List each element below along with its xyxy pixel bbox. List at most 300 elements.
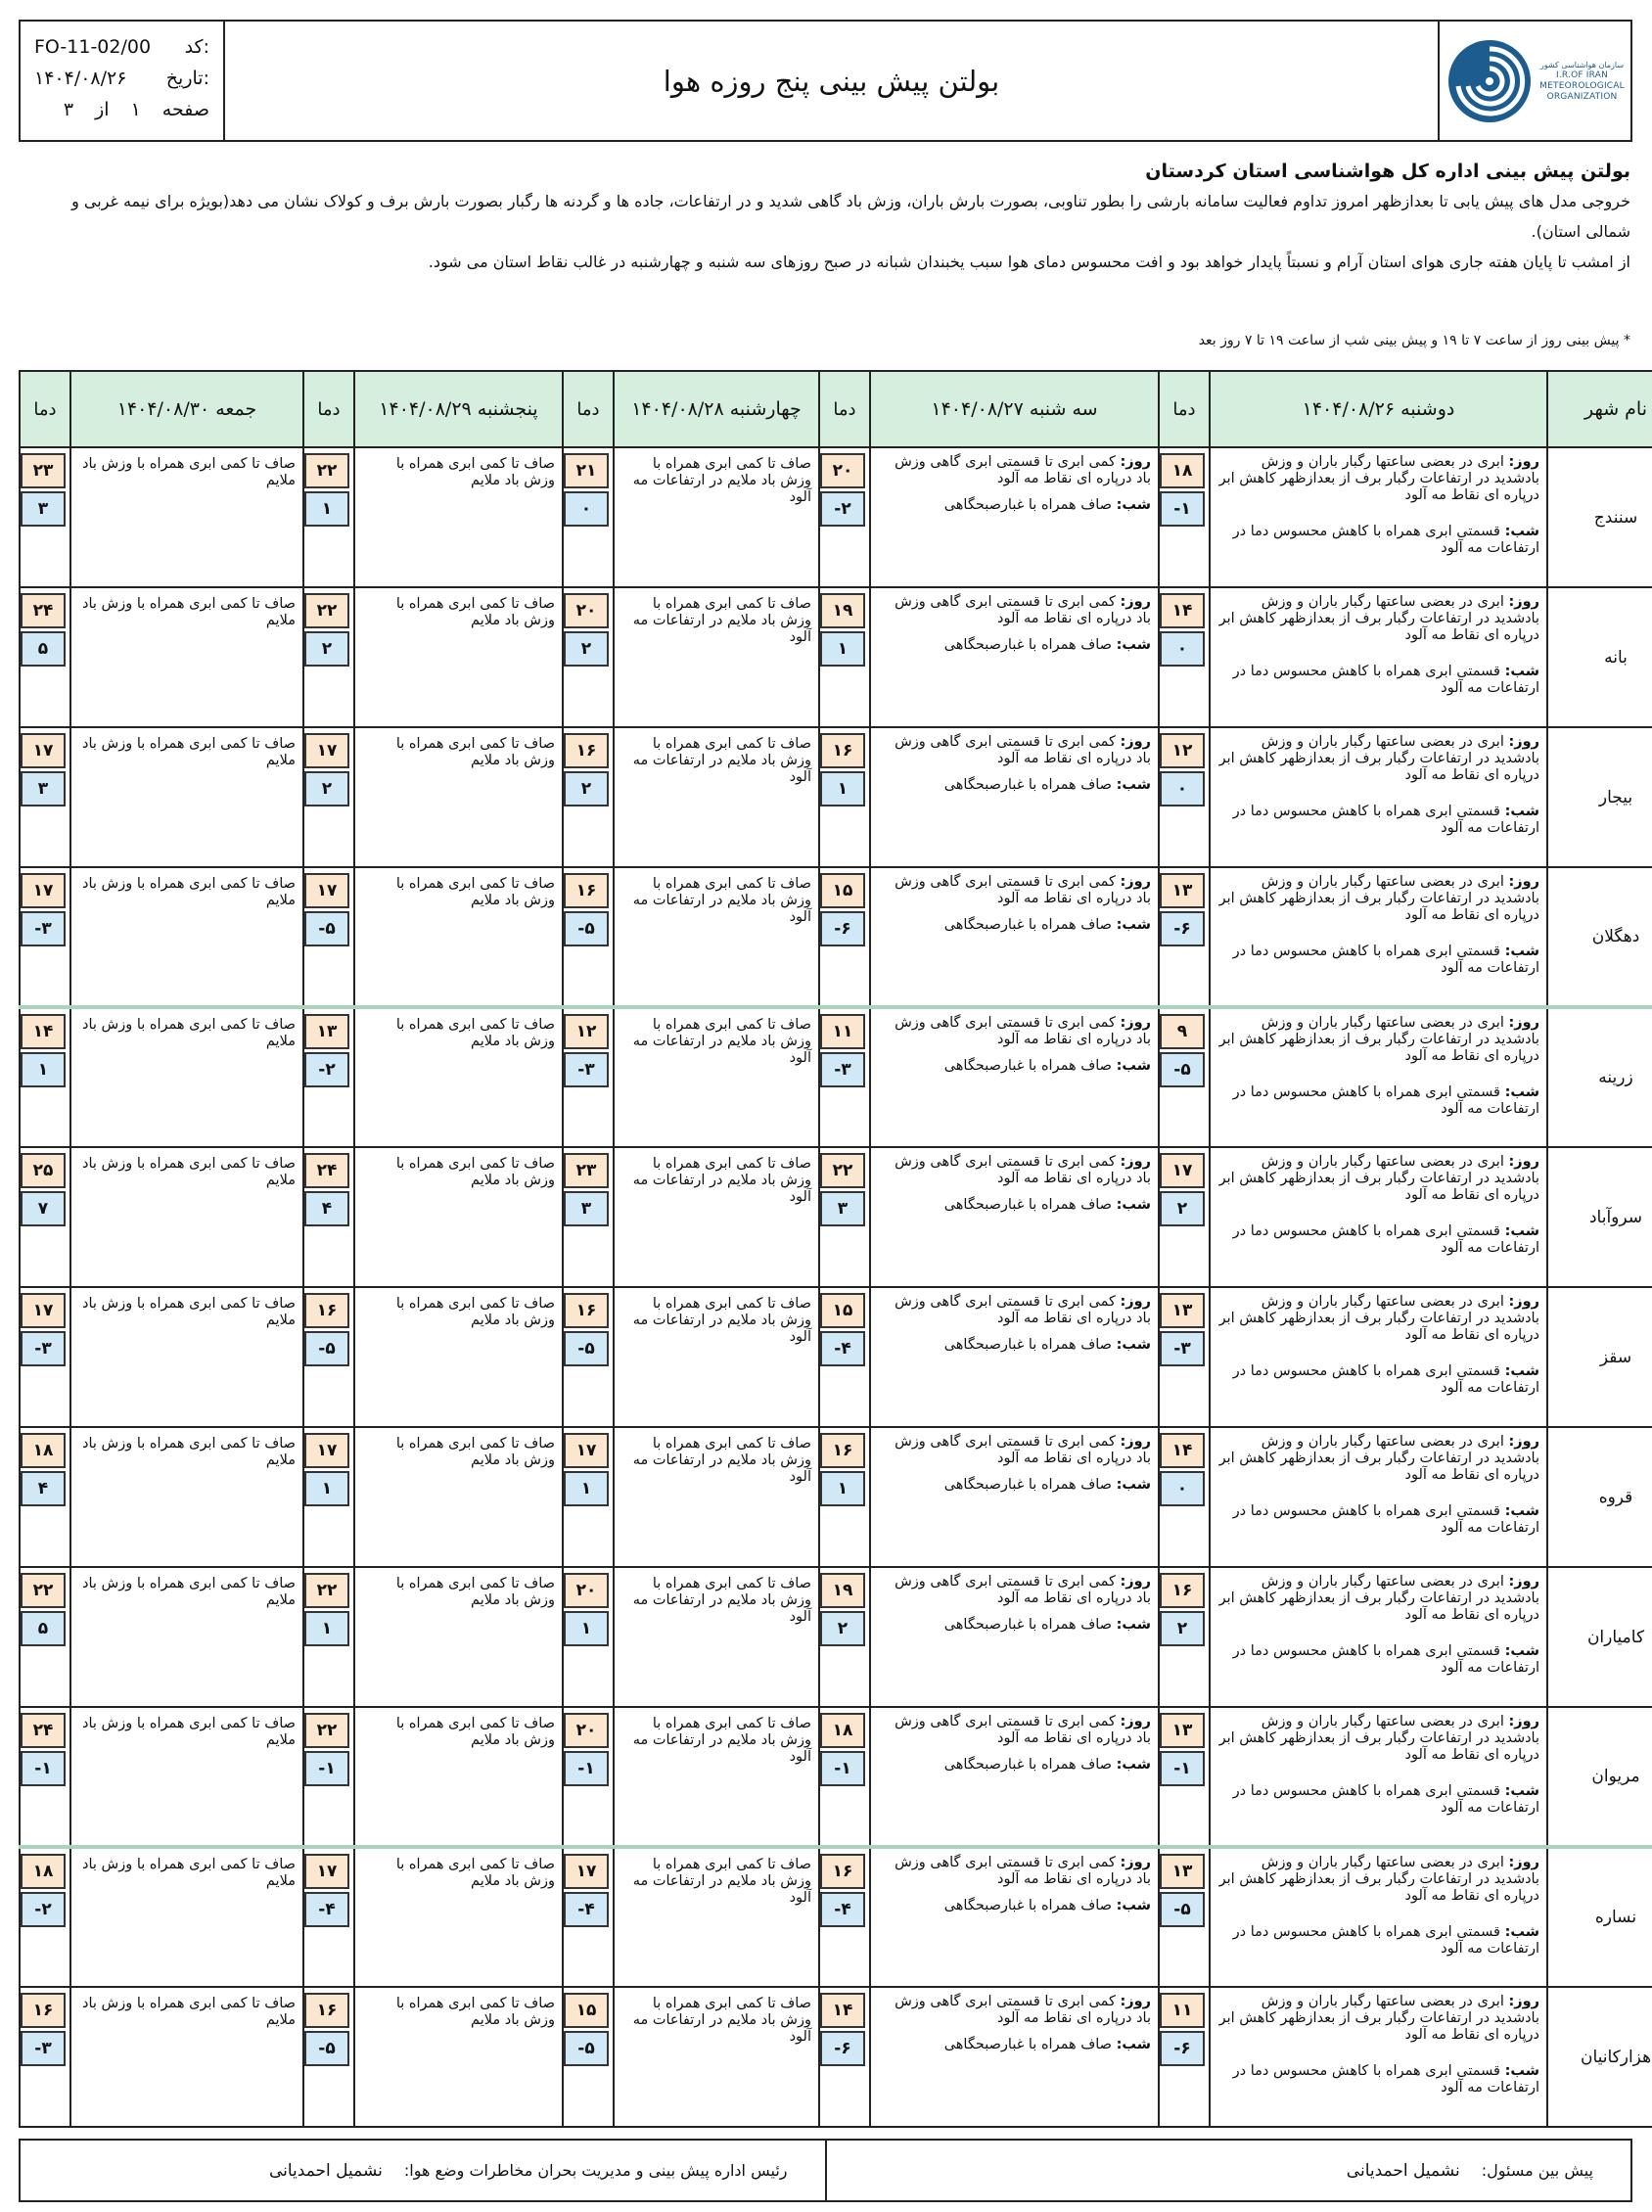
temperature-cell — [1159, 1567, 1210, 1707]
night-label: شب: — [1504, 2063, 1539, 2079]
night-forecast-text: قسمتی ابری همراه با کاهش محسوس دما در ارتفاعات مه آلود — [1232, 944, 1539, 976]
day-forecast-text: ابری در بعضی ساعتها رگبار باران و وزش بادشدید در ارتفاعات رگبار برف از بعدازظهر کاهش ابر درپاره ای نقاط مه آلود — [1218, 1294, 1539, 1343]
temperature-cell — [819, 587, 870, 727]
temperature-cell — [1159, 867, 1210, 1007]
day-label: روز: — [1120, 1154, 1151, 1170]
forecast-description — [354, 1567, 563, 1707]
min-temperature: ۳ — [564, 1191, 609, 1226]
night-forecast — [1216, 1643, 1539, 1677]
min-temperature: -۵ — [304, 911, 349, 946]
temperature-cell — [303, 1567, 354, 1707]
day-forecast-text: کمی ابری تا قسمتی ابری گاهی وزش باد درپاره ای نقاط مه آلود — [895, 594, 1151, 626]
table-row — [20, 1987, 1652, 2127]
forecast-description — [614, 1987, 819, 2127]
forecast-text: صاف تا کمی ابری همراه با وزش باد ملایم — [82, 1436, 296, 1468]
day-label: روز: — [1508, 1434, 1539, 1450]
day-forecast-text: کمی ابری تا قسمتی ابری گاهی وزش باد درپاره ای نقاط مه آلود — [895, 874, 1151, 906]
night-forecast — [877, 1058, 1151, 1075]
day-forecast — [877, 454, 1151, 487]
day-forecast — [877, 734, 1151, 767]
max-temperature: ۱۳ — [1160, 873, 1205, 908]
max-temperature: ۱۲ — [564, 1014, 609, 1049]
min-temperature: -۵ — [304, 1331, 349, 1366]
max-temperature: ۱۳ — [1160, 1293, 1205, 1328]
min-temperature: ۰ — [1160, 771, 1205, 806]
forecast-description — [70, 727, 303, 867]
day-forecast-text: ابری در بعضی ساعتها رگبار باران و وزش بادشدید در ارتفاعات رگبار برف از بعدازظهر کاهش ابر درپاره ای نقاط مه آلود — [1218, 1015, 1539, 1064]
night-label: شب: — [1504, 524, 1539, 539]
day-label: روز: — [1120, 874, 1151, 890]
day-forecast-text: کمی ابری تا قسمتی ابری گاهی وزش باد درپاره ای نقاط مه آلود — [895, 1994, 1151, 2026]
temperature-cell — [819, 1427, 870, 1567]
temperature-cell — [303, 1847, 354, 1987]
temp-column-header: دما — [563, 371, 614, 447]
night-label: شب: — [1504, 1924, 1539, 1940]
forecast-description — [70, 1427, 303, 1567]
city-name: قروه — [1547, 1427, 1652, 1567]
max-temperature: ۱۶ — [304, 1293, 349, 1328]
day-forecast — [877, 1294, 1151, 1327]
forecast-text: صاف تا کمی ابری همراه با وزش باد ملایم در ارتفاعات مه آلود — [632, 1296, 811, 1345]
day-column-header: جمعه ۱۴۰۴/۰۸/۳۰ — [70, 371, 303, 447]
temperature-cell — [819, 1007, 870, 1147]
min-temperature: -۱ — [820, 1751, 865, 1786]
forecast-text: صاف تا کمی ابری همراه با وزش باد ملایم — [82, 1296, 296, 1328]
forecast-text: صاف تا کمی ابری همراه با وزش باد ملایم — [82, 1576, 296, 1608]
forecaster-signature — [827, 2141, 1631, 2200]
max-temperature: ۱۹ — [820, 593, 865, 628]
max-temperature: ۲۰ — [564, 1573, 609, 1608]
forecast-description — [1210, 1427, 1547, 1567]
temperature-cell — [563, 1007, 614, 1147]
day-forecast-text: ابری در بعضی ساعتها رگبار باران و وزش بادشدید در ارتفاعات رگبار برف از بعدازظهر کاهش ابر درپاره ای نقاط مه آلود — [1218, 1434, 1539, 1483]
max-temperature: ۲۲ — [304, 453, 349, 488]
max-temperature: ۱۷ — [304, 1433, 349, 1468]
city-name: هزارکانیان — [1547, 1987, 1652, 2127]
max-temperature: ۲۳ — [564, 1153, 609, 1188]
day-label: روز: — [1508, 1015, 1539, 1031]
chief-name: نشمیل احمدیانی — [268, 2160, 383, 2181]
day-label: روز: — [1508, 874, 1539, 890]
forecast-text: صاف تا کمی ابری همراه با وزش باد ملایم — [395, 1996, 555, 2028]
temperature-cell — [1159, 1707, 1210, 1847]
forecast-description — [70, 867, 303, 1007]
day-label: روز: — [1508, 454, 1539, 470]
temp-column-header: دما — [20, 371, 70, 447]
min-temperature: -۵ — [1160, 1052, 1205, 1087]
document-meta — [21, 22, 225, 140]
temperature-cell — [1159, 1287, 1210, 1427]
min-temperature: ۲ — [564, 771, 609, 806]
day-forecast — [877, 1015, 1151, 1048]
forecast-description — [1210, 1007, 1547, 1147]
forecast-description — [870, 1987, 1159, 2127]
max-temperature: ۱۶ — [304, 1993, 349, 2028]
forecast-description — [354, 447, 563, 587]
temperature-cell — [563, 1847, 614, 1987]
min-temperature: -۶ — [820, 911, 865, 946]
min-temperature: ۲ — [304, 631, 349, 667]
max-temperature: ۱۵ — [564, 1993, 609, 2028]
temperature-cell — [819, 1147, 870, 1287]
code-row — [34, 31, 209, 63]
table-row — [20, 447, 1652, 587]
temperature-cell — [303, 1707, 354, 1847]
max-temperature: ۲۲ — [304, 593, 349, 628]
day-forecast — [1216, 594, 1539, 644]
night-forecast — [1216, 1503, 1539, 1537]
night-forecast-text: قسمتی ابری همراه با کاهش محسوس دما در ارتفاعات مه آلود — [1232, 2063, 1539, 2096]
min-temperature: -۲ — [21, 1892, 66, 1927]
day-label: روز: — [1508, 1994, 1539, 2009]
min-temperature: -۴ — [820, 1892, 865, 1927]
day-label: روز: — [1120, 594, 1151, 610]
day-forecast — [1216, 1294, 1539, 1344]
max-temperature: ۲۴ — [304, 1153, 349, 1188]
day-column-header: دوشنبه ۱۴۰۴/۰۸/۲۶ — [1210, 371, 1547, 447]
forecast-text: صاف تا کمی ابری همراه با وزش باد ملایم — [82, 876, 296, 908]
min-temperature: ۱ — [820, 771, 865, 806]
forecast-description — [70, 1567, 303, 1707]
min-temperature: ۳ — [820, 1191, 865, 1226]
night-forecast-text: قسمتی ابری همراه با کاهش محسوس دما در ارتفاعات مه آلود — [1232, 1503, 1539, 1536]
forecast-text: صاف تا کمی ابری همراه با وزش باد ملایم — [395, 456, 555, 488]
forecast-text: صاف تا کمی ابری همراه با وزش باد ملایم — [82, 1716, 296, 1748]
temperature-cell — [303, 1007, 354, 1147]
night-label: شب: — [1504, 664, 1539, 679]
day-column-header: چهارشنبه ۱۴۰۴/۰۸/۲۸ — [614, 371, 819, 447]
forecast-text: صاف تا کمی ابری همراه با وزش باد ملایم — [395, 1296, 555, 1328]
temperature-cell — [20, 447, 70, 587]
day-forecast-text: ابری در بعضی ساعتها رگبار باران و وزش بادشدید در ارتفاعات رگبار برف از بعدازظهر کاهش ابر درپاره ای نقاط مه آلود — [1218, 1574, 1539, 1623]
date-row — [34, 63, 209, 94]
min-temperature: ۱ — [304, 491, 349, 527]
night-label: شب: — [1504, 1363, 1539, 1379]
city-name: بیجار — [1547, 727, 1652, 867]
day-label: روز: — [1508, 1714, 1539, 1729]
temperature-cell — [563, 1987, 614, 2127]
min-temperature: -۳ — [21, 1331, 66, 1366]
forecaster-label: پیش بین مسئول: — [1481, 2161, 1593, 2180]
forecast-description — [70, 1287, 303, 1427]
forecast-text: صاف تا کمی ابری همراه با وزش باد ملایم در ارتفاعات مه آلود — [632, 1436, 811, 1485]
day-label: روز: — [1120, 1015, 1151, 1031]
day-forecast-text: کمی ابری تا قسمتی ابری گاهی وزش باد درپاره ای نقاط مه آلود — [895, 1294, 1151, 1326]
night-forecast-text: صاف همراه با غبارصبحگاهی — [943, 1757, 1112, 1773]
max-temperature: ۱۷ — [304, 1854, 349, 1889]
max-temperature: ۲۳ — [21, 453, 66, 488]
day-forecast — [1216, 734, 1539, 784]
meteorological-organization-logo — [1438, 22, 1630, 140]
night-forecast-text: صاف همراه با غبارصبحگاهی — [943, 1898, 1112, 1913]
min-temperature: ۵ — [21, 1611, 66, 1646]
forecast-description — [1210, 1847, 1547, 1987]
max-temperature: ۱۸ — [1160, 453, 1205, 488]
night-forecast-text: قسمتی ابری همراه با کاهش محسوس دما در ارتفاعات مه آلود — [1232, 1783, 1539, 1816]
forecast-text: صاف تا کمی ابری همراه با وزش باد ملایم — [82, 596, 296, 628]
max-temperature: ۱۶ — [21, 1993, 66, 2028]
logo-org-line2: METEOROLOGICAL — [1539, 80, 1625, 91]
max-temperature: ۲۲ — [820, 1153, 865, 1188]
table-row — [20, 867, 1652, 1007]
intro-paragraph-1: خروجی مدل های پیش یابی تا بعدازظهر امروز تداوم فعالیت سامانه بارشی را بطور تناوبی، بصورت بارش باران، وزش باد گاهی شدید و در ارتفاعات، جاده ها و گردنه ها رگبار بصورت بارش برف و کولاک نشان می دهد(بویژه برای نیمه غربی و شمالی استان). — [71, 192, 1630, 241]
temperature-cell — [563, 867, 614, 1007]
forecast-description — [614, 727, 819, 867]
max-temperature: ۱۳ — [1160, 1854, 1205, 1889]
max-temperature: ۲۰ — [564, 593, 609, 628]
day-forecast — [1216, 1855, 1539, 1905]
max-temperature: ۱۸ — [21, 1854, 66, 1889]
day-column-header: سه شنبه ۱۴۰۴/۰۸/۲۷ — [870, 371, 1159, 447]
night-forecast-text: قسمتی ابری همراه با کاهش محسوس دما در ارتفاعات مه آلود — [1232, 1643, 1539, 1676]
day-forecast — [877, 874, 1151, 907]
temperature-cell — [20, 587, 70, 727]
night-forecast-text: صاف همراه با غبارصبحگاهی — [943, 1617, 1112, 1633]
bulletin-footer — [19, 2139, 1632, 2202]
max-temperature: ۱۶ — [820, 1433, 865, 1468]
forecast-text: صاف تا کمی ابری همراه با وزش باد ملایم در ارتفاعات مه آلود — [632, 1857, 811, 1906]
min-temperature: -۵ — [1160, 1892, 1205, 1927]
day-forecast-text: کمی ابری تا قسمتی ابری گاهی وزش باد درپاره ای نقاط مه آلود — [895, 454, 1151, 486]
day-forecast-text: ابری در بعضی ساعتها رگبار باران و وزش بادشدید در ارتفاعات رگبار برف از بعدازظهر کاهش ابر درپاره ای نقاط مه آلود — [1218, 1855, 1539, 1904]
temperature-cell — [1159, 1007, 1210, 1147]
table-row — [20, 1847, 1652, 1987]
night-forecast — [1216, 804, 1539, 837]
night-forecast — [1216, 1084, 1539, 1118]
day-forecast-text: کمی ابری تا قسمتی ابری گاهی وزش باد درپاره ای نقاط مه آلود — [895, 1855, 1151, 1887]
night-forecast-text: قسمتی ابری همراه با کاهش محسوس دما در ارتفاعات مه آلود — [1232, 664, 1539, 696]
page-total: ۳ — [63, 99, 74, 120]
table-row — [20, 1567, 1652, 1707]
max-temperature: ۱۶ — [564, 733, 609, 768]
min-temperature: -۳ — [1160, 1331, 1205, 1366]
min-temperature: -۱ — [564, 1751, 609, 1786]
night-forecast-text: قسمتی ابری همراه با کاهش محسوس دما در ارتفاعات مه آلود — [1232, 1924, 1539, 1957]
forecast-text: صاف تا کمی ابری همراه با وزش باد ملایم — [82, 1857, 296, 1889]
forecast-description — [870, 1007, 1159, 1147]
forecast-description — [354, 1427, 563, 1567]
forecast-description — [1210, 727, 1547, 867]
min-temperature: -۳ — [21, 2031, 66, 2066]
day-forecast — [877, 1855, 1151, 1888]
logo-org-line1: I.R.OF IRAN — [1555, 69, 1609, 80]
night-label: شب: — [1116, 1058, 1151, 1074]
temperature-cell — [1159, 1427, 1210, 1567]
forecast-description — [70, 1707, 303, 1847]
max-temperature: ۱۵ — [820, 1293, 865, 1328]
day-forecast — [1216, 1434, 1539, 1484]
forecast-description — [614, 1427, 819, 1567]
temperature-cell — [1159, 587, 1210, 727]
night-label: شب: — [1504, 1783, 1539, 1799]
temperature-cell — [1159, 1147, 1210, 1287]
day-label: روز: — [1120, 454, 1151, 470]
night-forecast — [877, 637, 1151, 654]
forecast-text: صاف تا کمی ابری همراه با وزش باد ملایم در ارتفاعات مه آلود — [632, 1156, 811, 1205]
temperature-cell — [1159, 727, 1210, 867]
day-forecast — [877, 594, 1151, 627]
day-forecast-text: ابری در بعضی ساعتها رگبار باران و وزش بادشدید در ارتفاعات رگبار برف از بعدازظهر کاهش ابر درپاره ای نقاط مه آلود — [1218, 1714, 1539, 1763]
night-label: شب: — [1116, 1757, 1151, 1773]
code-label: کد: — [184, 36, 209, 58]
night-forecast-text: صاف همراه با غبارصبحگاهی — [943, 2037, 1112, 2052]
max-temperature: ۲۰ — [820, 453, 865, 488]
forecast-description — [870, 867, 1159, 1007]
min-temperature: -۶ — [1160, 2031, 1205, 2066]
max-temperature: ۱۶ — [564, 873, 609, 908]
date-label: تاریخ: — [165, 68, 209, 89]
min-temperature: ۱ — [304, 1471, 349, 1506]
forecast-description — [870, 587, 1159, 727]
min-temperature: ۴ — [21, 1471, 66, 1506]
max-temperature: ۹ — [1160, 1014, 1205, 1049]
forecast-description — [1210, 1287, 1547, 1427]
night-label: شب: — [1116, 1477, 1151, 1493]
temperature-cell — [819, 1987, 870, 2127]
night-forecast — [1216, 1223, 1539, 1257]
day-forecast — [1216, 1574, 1539, 1624]
day-forecast-text: کمی ابری تا قسمتی ابری گاهی وزش باد درپاره ای نقاط مه آلود — [895, 734, 1151, 766]
forecast-description — [1210, 447, 1547, 587]
max-temperature: ۲۵ — [21, 1153, 66, 1188]
temperature-cell — [20, 727, 70, 867]
max-temperature: ۱۴ — [1160, 593, 1205, 628]
day-forecast-text: ابری در بعضی ساعتها رگبار باران و وزش بادشدید در ارتفاعات رگبار برف از بعدازظهر کاهش ابر درپاره ای نقاط مه آلود — [1218, 1994, 1539, 2043]
forecast-text: صاف تا کمی ابری همراه با وزش باد ملایم در ارتفاعات مه آلود — [632, 1716, 811, 1765]
temperature-cell — [563, 1287, 614, 1427]
night-forecast — [1216, 664, 1539, 697]
max-temperature: ۱۷ — [21, 873, 66, 908]
night-forecast — [1216, 1783, 1539, 1817]
temperature-cell — [20, 1987, 70, 2127]
day-label: روز: — [1508, 1855, 1539, 1870]
night-forecast-text: صاف همراه با غبارصبحگاهی — [943, 917, 1112, 933]
min-temperature: ۰ — [1160, 631, 1205, 667]
night-forecast — [877, 777, 1151, 794]
intro-title: بولتن پیش بینی اداره کل هواشناسی استان کردستان — [1145, 161, 1630, 182]
forecast-description — [70, 1147, 303, 1287]
forecast-description — [870, 1847, 1159, 1987]
max-temperature: ۱۷ — [1160, 1153, 1205, 1188]
max-temperature: ۱۷ — [21, 1293, 66, 1328]
min-temperature: ۰ — [1160, 1471, 1205, 1506]
max-temperature: ۱۹ — [820, 1573, 865, 1608]
temperature-cell — [1159, 447, 1210, 587]
table-row — [20, 1007, 1652, 1147]
temperature-cell — [563, 727, 614, 867]
forecast-description — [70, 587, 303, 727]
forecast-description — [354, 867, 563, 1007]
night-label: شب: — [1504, 1643, 1539, 1659]
forecast-text: صاف تا کمی ابری همراه با وزش باد ملایم در ارتفاعات مه آلود — [632, 876, 811, 925]
night-forecast — [1216, 2063, 1539, 2097]
forecast-text: صاف تا کمی ابری همراه با وزش باد ملایم در ارتفاعات مه آلود — [632, 596, 811, 645]
meteorology-spiral-icon — [1446, 37, 1534, 125]
forecast-text: صاف تا کمی ابری همراه با وزش باد ملایم در ارتفاعات مه آلود — [632, 1996, 811, 2045]
min-temperature: ۱ — [564, 1471, 609, 1506]
forecast-description — [1210, 1567, 1547, 1707]
temperature-cell — [20, 1567, 70, 1707]
temperature-cell — [303, 587, 354, 727]
max-temperature: ۲۲ — [304, 1713, 349, 1748]
night-forecast — [877, 1197, 1151, 1214]
temperature-cell — [303, 1987, 354, 2127]
table-row — [20, 587, 1652, 727]
forecast-text: صاف تا کمی ابری همراه با وزش باد ملایم — [395, 876, 555, 908]
min-temperature: ۱ — [564, 1611, 609, 1646]
night-label: شب: — [1504, 1503, 1539, 1519]
forecast-text: صاف تا کمی ابری همراه با وزش باد ملایم در ارتفاعات مه آلود — [632, 1576, 811, 1625]
city-name: کامیاران — [1547, 1567, 1652, 1707]
min-temperature: -۵ — [564, 1331, 609, 1366]
table-row — [20, 727, 1652, 867]
max-temperature: ۲۰ — [564, 1713, 609, 1748]
chief-signature — [21, 2141, 827, 2200]
min-temperature: ۲ — [1160, 1191, 1205, 1226]
night-forecast — [877, 2037, 1151, 2053]
min-temperature: -۲ — [304, 1052, 349, 1087]
code-value: FO-11-02/00 — [34, 36, 152, 58]
max-temperature: ۱۱ — [1160, 1993, 1205, 2028]
forecast-text: صاف تا کمی ابری همراه با وزش باد ملایم — [82, 736, 296, 768]
night-forecast-text: قسمتی ابری همراه با کاهش محسوس دما در ارتفاعات مه آلود — [1232, 524, 1539, 556]
city-name: مریوان — [1547, 1707, 1652, 1847]
day-forecast-text: کمی ابری تا قسمتی ابری گاهی وزش باد درپاره ای نقاط مه آلود — [895, 1154, 1151, 1186]
max-temperature: ۱۶ — [564, 1293, 609, 1328]
night-forecast — [877, 917, 1151, 934]
min-temperature: ۲ — [1160, 1611, 1205, 1646]
forecast-description — [1210, 1707, 1547, 1847]
forecast-description — [870, 1287, 1159, 1427]
temperature-cell — [1159, 1847, 1210, 1987]
city-name: دهگلان — [1547, 867, 1652, 1007]
temperature-cell — [303, 447, 354, 587]
forecast-description — [614, 587, 819, 727]
min-temperature: -۳ — [820, 1052, 865, 1087]
min-temperature: -۴ — [820, 1331, 865, 1366]
day-forecast-text: کمی ابری تا قسمتی ابری گاهی وزش باد درپاره ای نقاط مه آلود — [895, 1015, 1151, 1047]
day-forecast — [1216, 454, 1539, 504]
night-forecast — [1216, 524, 1539, 557]
max-temperature: ۱۳ — [1160, 1713, 1205, 1748]
forecast-description — [354, 1007, 563, 1147]
forecast-description — [354, 727, 563, 867]
min-temperature: ۳ — [21, 771, 66, 806]
day-forecast — [1216, 1714, 1539, 1764]
day-label: روز: — [1120, 1714, 1151, 1729]
day-forecast — [1216, 1154, 1539, 1204]
max-temperature: ۱۵ — [820, 873, 865, 908]
night-forecast — [877, 1617, 1151, 1634]
bulletin-title: بولتن پیش بینی پنج روزه هوا — [663, 64, 1000, 98]
forecast-text: صاف تا کمی ابری همراه با وزش باد ملایم در ارتفاعات مه آلود — [632, 736, 811, 785]
city-name: بانه — [1547, 587, 1652, 727]
night-forecast-text: قسمتی ابری همراه با کاهش محسوس دما در ارتفاعات مه آلود — [1232, 804, 1539, 836]
temperature-cell — [20, 1847, 70, 1987]
forecast-description — [870, 1707, 1159, 1847]
forecast-description — [614, 1707, 819, 1847]
day-forecast-text: ابری در بعضی ساعتها رگبار باران و وزش بادشدید در ارتفاعات رگبار برف از بعدازظهر کاهش ابر درپاره ای نقاط مه آلود — [1218, 734, 1539, 783]
temperature-cell — [303, 1427, 354, 1567]
table-header-row — [20, 371, 1652, 447]
night-forecast-text: صاف همراه با غبارصبحگاهی — [943, 1477, 1112, 1493]
night-forecast — [877, 1898, 1151, 1914]
night-forecast — [877, 1477, 1151, 1494]
temperature-cell — [563, 1147, 614, 1287]
forecast-text: صاف تا کمی ابری همراه با وزش باد ملایم — [395, 1156, 555, 1188]
min-temperature: ۳ — [21, 491, 66, 527]
max-temperature: ۱۴ — [21, 1014, 66, 1049]
